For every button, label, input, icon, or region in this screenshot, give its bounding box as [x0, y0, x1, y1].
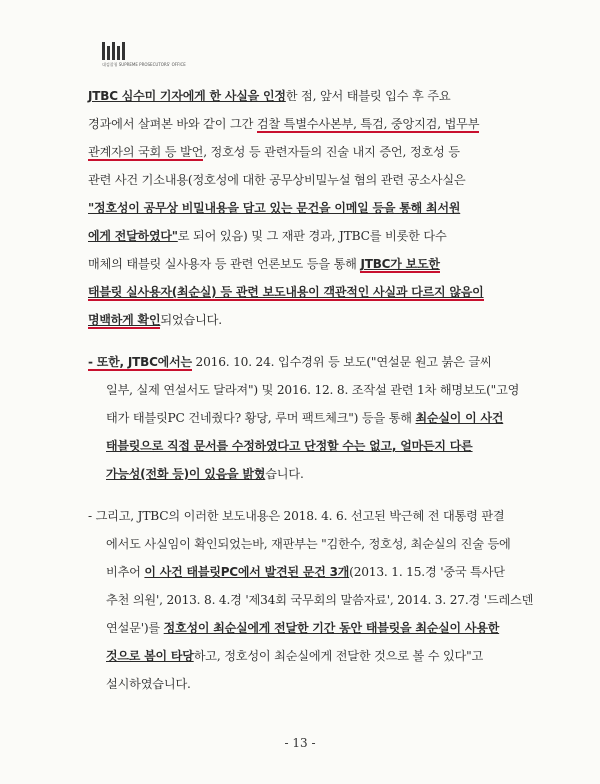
p3-l5b: 정호성이 최순실에게 전달한 기간 동안 태블릿을 최순실이 사용한 [163, 621, 500, 635]
p1-l6b: 로 되어 있음) 및 그 재판 경과, JTBC를 비롯한 다수 [177, 229, 447, 243]
p1-l3a: 관계자의 국회 등 발언 [88, 145, 204, 159]
p1-l1a: JTBC 심수미 기자에게 한 사실을 인정 [88, 89, 286, 103]
page-number: - 13 - [284, 736, 316, 750]
p1-l6a: 에게 전달하였다" [88, 229, 178, 243]
p2-l5b: 습니다. [265, 467, 304, 481]
prosecution-logo [102, 42, 186, 68]
paragraph-1 [88, 82, 548, 334]
p3-l2: 에서도 사실임이 확인되었는바, 재판부는 "김한수, 정호성, 최순실의 진술 등에 [106, 537, 511, 551]
p2-l1a: - 또한, JTBC에서는 [88, 355, 192, 369]
p3-l4: 추천 의원', 2013. 8. 4.경 '제34회 국무회의 말씀자료', 2014. 3. 27.경 '드레스덴 [106, 593, 534, 607]
p2-l3a: 태가 태블릿PC 건네줬다? 황당, 루머 팩트체크") 등을 통해 [106, 411, 416, 425]
p1-l5: "정호성이 공무상 비밀내용을 담고 있는 문건을 이메일 등을 통해 최서원 [88, 201, 461, 215]
p3-l6a: 것으로 봄이 타당 [106, 649, 194, 663]
p3-l6b: 하고, 정호성이 최순실에게 전달한 것으로 볼 수 있다"고 [193, 649, 484, 663]
paragraph-2 [88, 348, 548, 488]
document-body [88, 82, 548, 698]
p2-l3b: 최순실이 이 사건 [415, 411, 504, 425]
p1-l4: 관련 사건 기소내용(정호성에 대한 공무상비밀누설 혐의 관련 공소사실은 [88, 173, 466, 187]
p1-l7b: JTBC가 보도한 [360, 257, 440, 271]
p3-l1: - 그리고, JTBC의 이러한 보도내용은 2018. 4. 6. 선고된 박근혜 전 대통령 판결 [88, 509, 505, 523]
p1-l1b: 한 점, 앞서 태블릿 입수 후 주요 [285, 89, 451, 103]
p2-l2: 일부, 실제 연설서도 달라져") 및 2016. 12. 8. 조작설 관련 1차 해명보도("고영 [106, 383, 520, 397]
p1-l2a: 경과에서 살펴본 바와 같이 그간 [88, 117, 257, 131]
p3-l5a: 연설문')를 [106, 621, 164, 635]
p1-l9a: 명백하게 확인 [88, 313, 161, 327]
p3-l3c: (2013. 1. 15.경 '중국 특사단 [349, 565, 505, 579]
p1-l9b: 되었습니다. [160, 313, 222, 327]
logo-bars-icon [102, 42, 132, 60]
paragraph-3 [88, 502, 548, 698]
p3-l3b: 이 사건 태블릿PC에서 발견된 문건 3개 [144, 565, 350, 579]
logo-caption: 대검찰청 SUPREME PROSECUTORS' OFFICE [102, 62, 186, 67]
p1-l3b: , 정호성 등 관련자들의 진술 내지 증언, 정호성 등 [203, 145, 460, 159]
p1-l7a: 매체의 태블릿 실사용자 등 관련 언론보도 등을 통해 [88, 257, 361, 271]
p3-l7: 설시하였습니다. [106, 677, 191, 691]
p2-l5a: 가능성(전화 등)이 있음을 밝혔 [106, 467, 266, 481]
p2-l1b: 2016. 10. 24. 입수경위 등 보도("연설문 원고 붉은 글씨 [191, 355, 492, 369]
p2-l4: 태블릿으로 직접 문서를 수정하였다고 단정할 수는 없고, 얼마든지 다른 [106, 439, 473, 453]
p1-l8: 태블릿 실사용자(최순실) 등 관련 보도내용이 객관적인 사실과 다르지 않음이 [88, 285, 484, 299]
p1-l2b: 검찰 특별수사본부, 특검, 중앙지검, 법무부 [256, 117, 480, 131]
p3-l3a: 비추어 [106, 565, 145, 579]
